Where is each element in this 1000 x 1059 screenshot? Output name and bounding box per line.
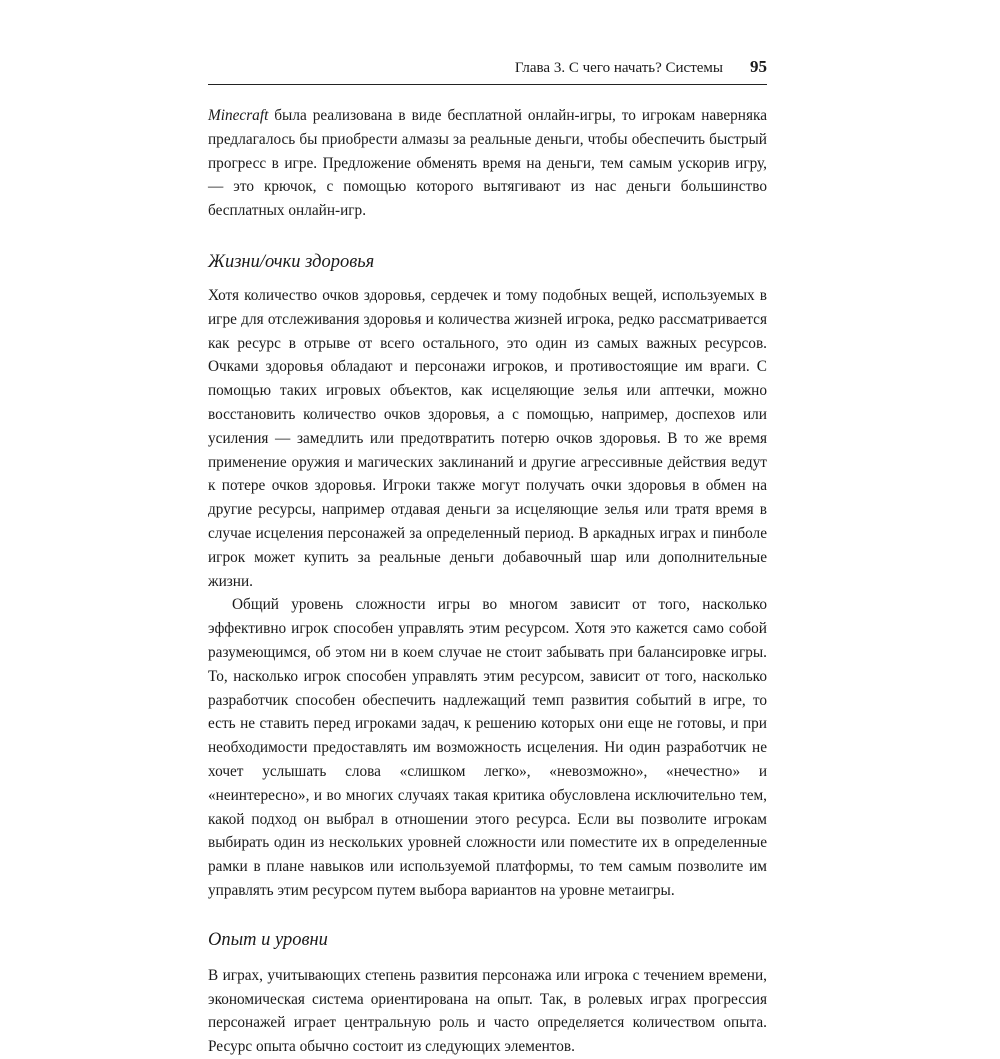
page-body <box>208 104 767 1059</box>
page-number: 95 <box>750 57 767 76</box>
health-paragraph-2: Общий уровень сложности игры во многом зависит от того, насколько эффективно игрок способен управлять этим ресурсом. Хотя это кажется само собой разумеющимся, об этом ни в коем случае не стоит забывать при балансировке игры. То, насколько игрок способен управлять этим ресурсом, зависит от того, насколько разработчик способен обеспечить надлежащий темп развития событий в игре, то есть не ставить перед игроками задач, к решению которых они еще не готовы, и при необходимости предоставлять им возможность исцеления. Ни один разработчик не хочет услышать слова «слишком легко», «невозможно», «нечестно» и «неинтересно», и во многих случаях такая критика обусловлена исключительно тем, какой подход он выбрал в отношении этого ресурса. Если вы позволите игрокам выбирать один из нескольких уровней сложности или поместите их в определенные рамки в плане навыков или используемой платформы, то тем самым позволите им управлять этим ресурсом путем выбора вариантов на уровне метаигры. <box>208 596 767 899</box>
experience-paragraph-1: В играх, учитывающих степень развития персонажа или игрока с течением времени, экономическая система ориентирована на опыт. Так, в ролевых играх прогрессия персонажей играет центральную роль и часто определяется количеством опыта. Ресурс опыта обычно состоит из следующих элементов. <box>208 966 767 1056</box>
section-heading-experience: Опыт и уровни <box>208 929 328 950</box>
intro-paragraph <box>208 104 767 223</box>
intro-text: была реализована в виде бесплатной онлайн-игры, то игрокам наверняка предлагалось бы приобрести алмазы за реальные деньги, чтобы обеспечить быстрый прогресс в игре. Предложение обменять время на деньги, тем самым ускорив игру, — это крючок, с помощью которого вытягивают из нас деньги большинство бесплатных онлайн-игр. <box>208 107 767 220</box>
running-header <box>208 56 767 85</box>
intro-lead-italic: Minecraft <box>208 107 269 124</box>
chapter-title: Глава 3. С чего начать? Системы <box>514 60 723 76</box>
section-heading-health: Жизни/очки здоровья <box>208 251 375 272</box>
health-paragraph-1: Хотя количество очков здоровья, сердечек и тому подобных вещей, используемых в игре для отслеживания здоровья и количества жизней игрока, редко рассматривается как ресурс в отрыве от всего остального, это один из самых важных ресурсов. Очками здоровья обладают и персонажи игроков, и противостоящие им враги. С помощью таких игровых объектов, как исцеляющие зелья или аптечки, можно восстановить количество очков здоровья, а с помощью, например, доспехов или усиления — замедлить или предотвратить потерю очков здоровья. В то же время применение оружия и магических заклинаний и другие агрессивные действия ведут к потере очков здоровья. Игроки также могут получать очки здоровья в обмен на другие ресурсы, например отдавая деньги за исцеляющие зелья или тратя время в случае исцеления персонажей за определенный период. В аркадных играх и пинболе игрок может купить за реальные деньги добавочный шар или дополнительные жизни. <box>208 286 767 590</box>
